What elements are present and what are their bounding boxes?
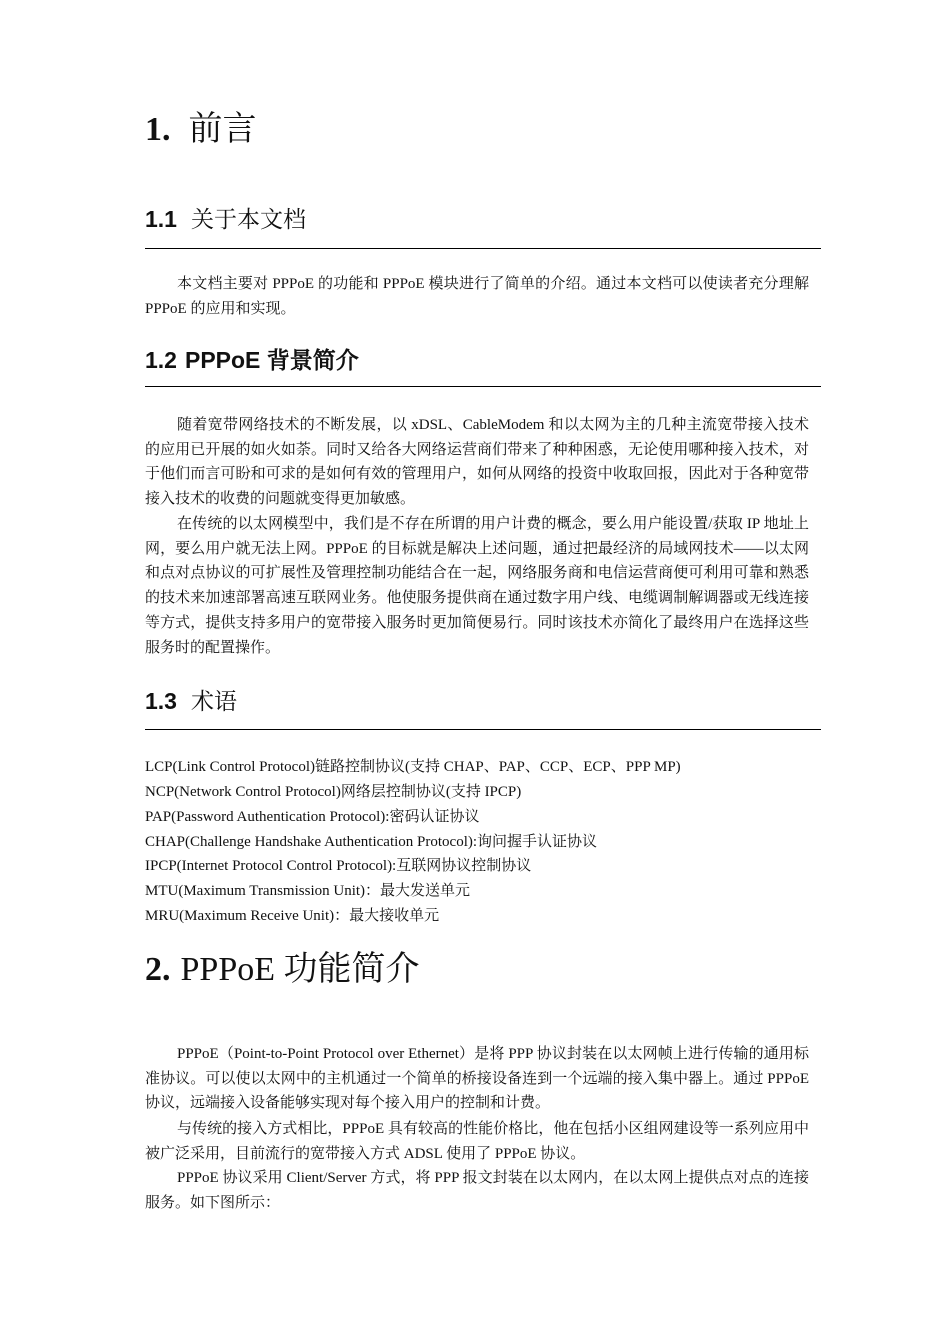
heading-section-2 bbox=[145, 950, 420, 990]
section-divider bbox=[145, 386, 821, 387]
heading-section-1 bbox=[145, 110, 257, 150]
term-item: IPCP(Internet Protocol Control Protocol):互联网协议控制协议 bbox=[145, 858, 532, 874]
term-item: MTU(Maximum Transmission Unit)：最大发送单元 bbox=[145, 883, 471, 899]
term-item: NCP(Network Control Protocol)网络层控制协议(支持 IPCP) bbox=[145, 784, 522, 800]
paragraph: PPPoE 协议采用 Client/Server 方式，将 PPP 报文封装在以太网内，在以太网上提供点对点的连接服务。如下图所示： bbox=[145, 1170, 809, 1211]
section-divider bbox=[145, 248, 821, 249]
heading-number: 1.3 bbox=[145, 688, 177, 714]
term-item: CHAP(Challenge Handshake Authentication Protocol):询问握手认证协议 bbox=[145, 834, 598, 850]
heading-title: 关于本文档 bbox=[190, 206, 306, 232]
heading-section-1-2 bbox=[145, 345, 359, 375]
heading-title: PPPoE 功能简介 bbox=[180, 951, 420, 988]
heading-title: 前言 bbox=[188, 111, 257, 148]
term-item: PAP(Password Authentication Protocol):密码认证协议 bbox=[145, 809, 480, 825]
paragraph: 随着宽带网络技术的不断发展，以 xDSL、CableModem 和以太网为主的几种主流宽带接入技术的应用已开展的如火如荼。同时又给各大网络运营商们带来了种种困惑，无论使用哪种接入技术，对于他们而言可盼和可求的是如何有效的管理用户，如何从网络的投资中收取回报，因此对于各种宽带接入技术的收费的问题就变得更加敏感。 bbox=[145, 417, 809, 508]
paragraph: PPPoE（Point-to-Point Protocol over Ethernet）是将 PPP 协议封装在以太网帧上进行传输的通用标准协议。可以使以太网中的主机通过一个简单的桥接设备连到一个远端的接入集中器上。通过 PPPoE 协议，远端接入设备能够实现对每个接入用户的控制和计费。 bbox=[145, 1046, 809, 1112]
heading-title: PPPoE 背景简介 bbox=[184, 347, 359, 373]
paragraph: 与传统的接入方式相比，PPPoE 具有较高的性能价格比，他在包括小区组网建设等一系列应用中被广泛采用，目前流行的宽带接入方式 ADSL 使用了 PPPoE 协议。 bbox=[145, 1121, 809, 1162]
term-item: MRU(Maximum Receive Unit)：最大接收单元 bbox=[145, 908, 440, 924]
heading-number: 1. bbox=[145, 111, 171, 148]
heading-number: 1.2 bbox=[145, 347, 177, 373]
heading-title: 术语 bbox=[190, 688, 237, 714]
paragraph: 在传统的以太网模型中，我们是不存在所谓的用户计费的概念，要么用户能设置/获取 IP 地址上网，要么用户就无法上网。PPPoE 的目标就是解决上述问题，通过把最经济的局域网技术——以太网和点对点协议的可扩展性及管理控制功能结合在一起，网络服务商和电信运营商便可利用可靠和熟悉的技术来加速部署高速互联网业务。他使服务提供商在通过数字用户线、电缆调制解调器或无线连接等方式，提供支持多用户的宽带接入服务时更加简便易行。同时该技术亦简化了最终用户在选择这些服务时的配置操作。 bbox=[145, 516, 809, 656]
heading-section-1-3 bbox=[145, 686, 237, 716]
term-item: LCP(Link Control Protocol)链路控制协议(支持 CHAP、PAP、CCP、ECP、PPP MP) bbox=[145, 759, 681, 775]
heading-section-1-1 bbox=[145, 204, 306, 234]
heading-number: 2. bbox=[145, 951, 171, 988]
heading-number: 1.1 bbox=[145, 206, 177, 232]
paragraph: 本文档主要对 PPPoE 的功能和 PPPoE 模块进行了简单的介绍。通过本文档可以使读者充分理解 PPPoE 的应用和实现。 bbox=[145, 276, 809, 317]
section-divider bbox=[145, 729, 821, 730]
